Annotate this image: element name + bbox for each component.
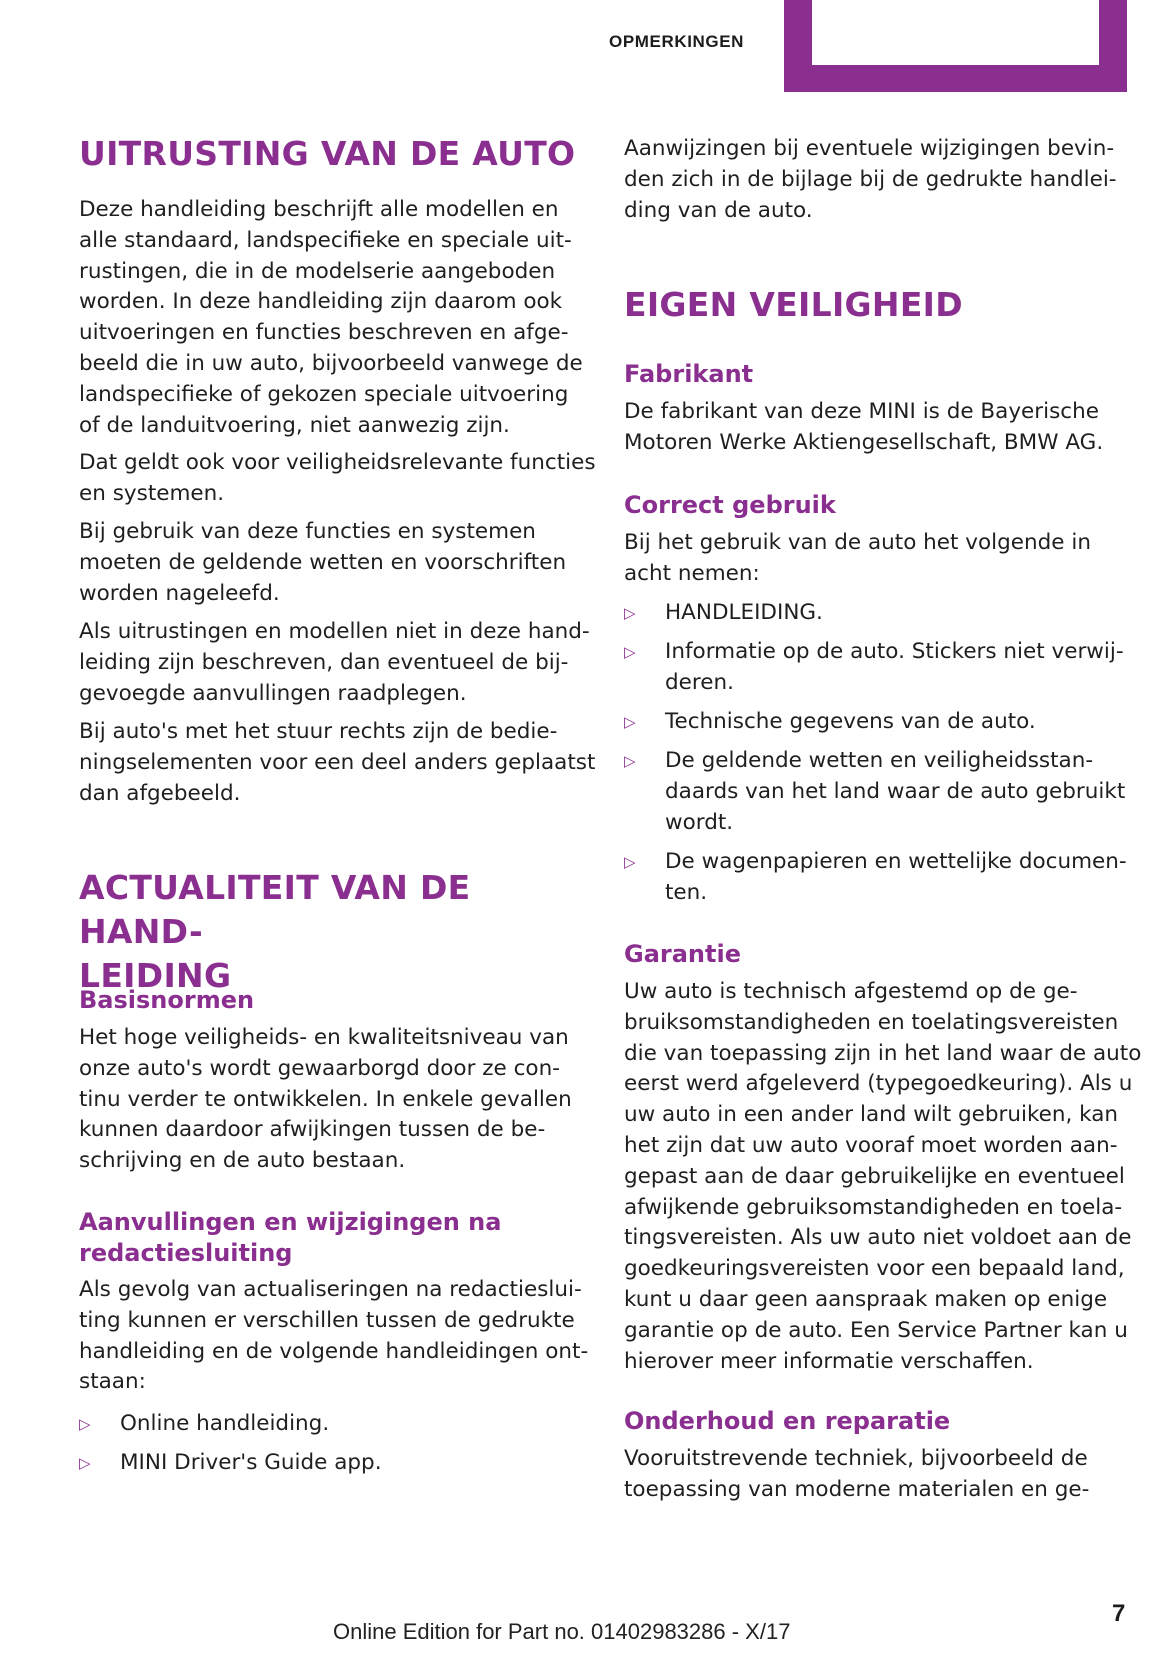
text-line: dan afgebeeld. [79,780,241,806]
text-line: HANDLEIDING. [665,600,823,625]
text-line: garantie op de auto. Een Service Partner kan u [624,1317,1128,1343]
text-line: De wagenpapieren en wettelijke documen- [665,849,1127,874]
text-line: uitvoeringen en functies beschreven en afge- [79,320,569,346]
text-line: bruiksomstandigheden en toelatingsvereisten [624,1009,1119,1035]
paragraph-correct-gebruik [624,528,1091,590]
subheading-aanvullingen [79,1207,501,1269]
paragraph-garantie [624,977,1141,1377]
text-line: Vooruitstrevende techniek, bijvoorbeeld de [624,1446,1088,1471]
chapter-tab-marker [784,0,1127,92]
subheading-basisnormen: Basisnormen [79,986,255,1014]
text-line: Als gevolg van actualiseringen na redactieslui- [79,1277,582,1302]
chapter-tab-inner [812,0,1099,65]
text-line: leiding zijn beschreven, dan eventueel de bij- [79,649,569,675]
text-line: worden. In deze handleiding zijn daarom ook [79,289,563,315]
text-line: uw auto in een ander land wilt gebruiken, kan [624,1102,1119,1128]
subheading-correct-gebruik: Correct gebruik [624,491,836,519]
text-line: Motoren Werke Aktiengesellschaft, BMW AG. [624,429,1104,455]
paragraph-uitrusting-3 [79,517,566,609]
text-line: De geldende wetten en veiligheidsstan- [665,748,1094,773]
section-title-uitrusting: UITRUSTING VAN DE AUTO [79,134,576,173]
text-line: eerst werd afgeleverd (typegoedkeuring). Als u [624,1071,1133,1097]
text-line: ACTUALITEIT VAN DE HAND- [79,868,471,951]
list-correct-gebruik [624,598,1134,918]
text-line: deren. [665,669,734,695]
triangle-bullet-icon: ▷ [624,752,636,770]
text-line: Aanwijzingen bij eventuele wijzigingen bevin- [624,136,1115,161]
text-line: den zich in de bijlage bij de gedrukte handlei- [624,166,1117,192]
text-line: kunt u daar geen aanspraak maken op enige [624,1286,1108,1312]
text-line: daards van het land waar de auto gebruikt [665,778,1126,804]
list-item-text [665,847,1127,909]
text-line: ningselementen voor een deel anders geplaatst [79,749,596,775]
paragraph-fabrikant [624,397,1103,459]
text-line: ting kunnen er verschillen tussen de gedrukte [79,1307,575,1333]
triangle-bullet-icon: ▷ [624,713,636,731]
list-item-text: MINI Driver's Guide app. [120,1450,382,1475]
text-line: tinu verder te ontwikkelen. In enkele gevallen [79,1086,572,1112]
text-line: acht nemen: [624,560,760,586]
text-line: Informatie op de auto. Stickers niet verwij- [665,639,1124,664]
text-line: tingsvereisten. Als uw auto niet voldoet aan de [624,1225,1132,1251]
triangle-bullet-icon: ▷ [79,1415,91,1433]
text-line: gevoegde aanvullingen raadplegen. [79,680,467,706]
text-line: Het hoge veiligheids- en kwaliteitsniveau van [79,1025,569,1050]
text-line: alle standaard, landspecifieke en speciale uit- [79,227,572,253]
text-line: Aanvullingen en wijzigingen na [79,1208,502,1236]
text-line: landspecifieke of gekozen speciale uitvoering [79,381,569,407]
page-number: 7 [1112,1600,1126,1627]
paragraph-aanwijzingen [624,134,1117,226]
list-item-text [665,746,1125,838]
text-line: onze auto's wordt gewaarborgd door ze con- [79,1055,560,1081]
list-item-text [665,598,823,629]
text-line: schrijving en de auto bestaan. [79,1148,406,1174]
text-line: LEIDING [79,956,232,995]
text-line: Dat geldt ook voor veiligheidsrelevante functies [79,450,596,475]
text-line: Uw auto is technisch afgestemd op de ge- [624,979,1078,1004]
paragraph-uitrusting-2 [79,448,596,510]
section-title-eigen-veiligheid: EIGEN VEILIGHEID [624,285,963,324]
text-line: De fabrikant van deze MINI is de Bayerische [624,399,1099,424]
section-title-actualiteit [79,866,589,998]
text-line: Bij het gebruik van de auto het volgende in [624,530,1091,555]
text-line: moeten de geldende wetten en voorschriften [79,549,567,575]
text-line: handleiding en de volgende handleidingen ont- [79,1338,589,1364]
text-line: of de landuitvoering, niet aanwezig zijn. [79,412,510,438]
list-aanvullingen [79,1409,579,1499]
text-line: beeld die in uw auto, bijvoorbeeld vanwege de [79,350,583,376]
text-line: afwijkende gebruiksomstandigheden en toela- [624,1194,1123,1220]
text-line: Technische gegevens van de auto. [665,709,1036,734]
text-line: toepassing van moderne materialen en ge- [624,1476,1090,1502]
text-line: ten. [665,879,708,905]
text-line: worden nageleefd. [79,580,280,606]
text-line: ding van de auto. [624,197,813,223]
triangle-bullet-icon: ▷ [624,604,636,622]
subheading-onderhoud: Onderhoud en reparatie [624,1407,951,1435]
text-line: die van toepassing zijn in het land waar de auto [624,1040,1142,1066]
text-line: Bij auto's met het stuur rechts zijn de bedie- [79,719,558,744]
section-label: OPMERKINGEN [609,32,745,51]
paragraph-basisnormen [79,1023,572,1177]
text-line: gepast aan de daar gebruikelijke en eventueel [624,1163,1125,1189]
paragraph-onderhoud [624,1444,1089,1506]
subheading-fabrikant: Fabrikant [624,360,754,388]
text-line: en systemen. [79,480,225,506]
text-line: Deze handleiding beschrijft alle modellen en [79,197,559,222]
triangle-bullet-icon: ▷ [79,1454,91,1472]
list-item-text [665,707,1036,738]
list-item-text: Online handleiding. [120,1411,330,1436]
text-line: staan: [79,1369,146,1395]
paragraph-uitrusting-5 [79,717,595,809]
text-line: het zijn dat uw auto vooraf moet worden aan- [624,1132,1118,1158]
text-line: wordt. [665,809,734,835]
text-line: redactiesluiting [79,1239,293,1267]
paragraph-uitrusting-4 [79,617,590,709]
subheading-garantie: Garantie [624,940,741,968]
triangle-bullet-icon: ▷ [624,643,636,661]
text-line: goedkeuringsvereisten voor een bepaald land, [624,1256,1125,1282]
paragraph-aanvullingen [79,1275,588,1398]
paragraph-uitrusting-1 [79,195,583,441]
footer-edition-text: Online Edition for Part no. 01402983286 - X/17 [333,1619,791,1644]
text-line: kunnen daardoor afwijkingen tussen de be- [79,1117,546,1143]
list-item-text [665,637,1124,699]
text-line: rustingen, die in de modelserie aangeboden [79,258,556,284]
triangle-bullet-icon: ▷ [624,853,636,871]
text-line: Bij gebruik van deze functies en systemen [79,519,536,544]
text-line: Als uitrustingen en modellen niet in deze hand- [79,619,590,644]
text-line: hierover meer informatie verschaffen. [624,1348,1034,1374]
